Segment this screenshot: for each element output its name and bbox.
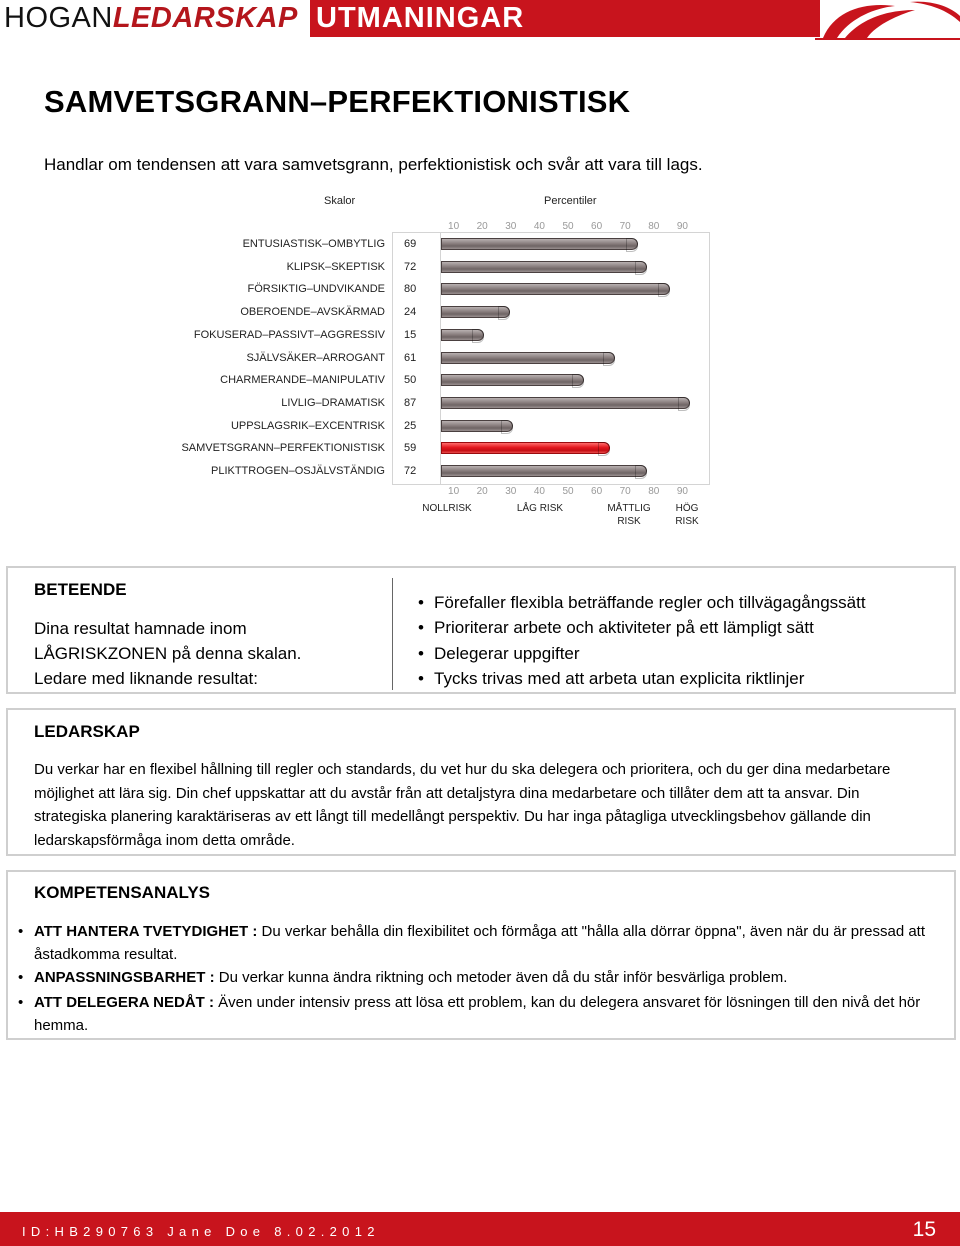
scales-header: Skalor [324, 195, 356, 207]
page-title: SAMVETSGRANN–PERFEKTIONISTISK [44, 84, 631, 119]
list-item [34, 920, 934, 966]
scale-value: 87 [404, 396, 417, 409]
scale-label: SAMVETSGRANN–PERFEKTIONISTISK [181, 442, 385, 455]
tick-label: 50 [562, 486, 574, 497]
tick-label: 60 [591, 221, 603, 232]
behavior-line-3: Ledare med liknande resultat: [34, 669, 258, 688]
scale-label: OBEROENDE–AVSKÄRMAD [240, 306, 385, 319]
page-footer [0, 1212, 960, 1246]
scale-value: 69 [404, 238, 417, 250]
percentile-bar [441, 397, 690, 409]
competence-term: ANPASSNINGSBARHET : [34, 969, 215, 986]
tick-label: 50 [562, 221, 574, 232]
scale-value: 61 [404, 351, 417, 364]
competence-text: Du verkar kunna ändra riktning och metoder även då du står inför besvärliga problem. [214, 969, 788, 986]
scale-label: FÖRSIKTIG–UNDVIKANDE [247, 283, 385, 296]
scale-label: FOKUSERAD–PASSIVT–AGGRESSIV [193, 328, 385, 341]
percentile-bar [441, 238, 638, 250]
competence-text: Även under intensiv press att lösa ett problem, kan du delegera ansvaret för lösningen till den nivå det hör hemma. [34, 994, 921, 1034]
scale-label: LIVLIG–DRAMATISK [281, 396, 385, 409]
leadership-section [6, 708, 956, 856]
tick-label: 10 [448, 221, 460, 232]
zone-label-none: NOLLRISK [422, 503, 472, 514]
page-subtitle: Handlar om tendensen att vara samvetsgrann, perfektionistisk och svår att vara till lags. [44, 155, 703, 174]
leadership-text: Du verkar har en flexibel hållning till regler och standards, du vet hur du ska delegera och prioritera, och du ger dina medarbetare möjlighet att lära sig. Din chef uppskattar att du avstår från att detaljstyra dina medarbetare och tillåter dem att ta ansvar. Din strategiska planering karaktäriseras av ett långt till medellångt perspektiv. Du har inga påtagliga utvecklingsbehov gällande din ledarskapsförmåga inom detta område. [34, 761, 891, 849]
zone-label-high: HÖG RISK [675, 503, 699, 527]
scale-value: 24 [404, 306, 417, 319]
percentile-bar [441, 352, 615, 364]
banner-bar [310, 0, 820, 37]
scale-label: UPPSLAGSRIK–EXCENTRISK [230, 419, 385, 432]
zone-label-moderate: MÅTTLIG RISK [607, 503, 651, 527]
list-item: • Delegerar uppgifter [418, 641, 866, 666]
competence-section [6, 870, 956, 1040]
behavior-divider [392, 578, 393, 690]
brand-bold: LEDARSKAP [112, 2, 298, 34]
list-item: • Prioriterar arbete och aktiviteter på ett lämpligt sätt [418, 615, 866, 640]
brand-plain: HOGAN [4, 2, 113, 34]
scale-label: SJÄLVSÄKER–ARROGANT [246, 351, 385, 364]
leadership-heading: LEDARSKAP [34, 722, 140, 741]
tick-label: 20 [476, 486, 488, 497]
list-item: • Förefaller flexibla beträffande regler och tillvägagångssätt [418, 590, 866, 615]
tick-label: 40 [533, 486, 545, 497]
scale-label: CHARMERANDE–MANIPULATIV [220, 374, 385, 387]
tick-label: 70 [619, 221, 631, 232]
percentile-bar [441, 283, 670, 295]
percentile-bar [441, 306, 510, 318]
percentile-chart [0, 190, 960, 535]
tick-label: 60 [591, 486, 603, 497]
tick-label: 30 [505, 486, 517, 497]
zone-label-low: LÅG RISK [516, 503, 564, 514]
scale-value: 25 [404, 419, 417, 432]
swoosh-logo-icon [815, 0, 960, 40]
list-item [34, 991, 934, 1037]
competence-term: ATT HANTERA TVETYDIGHET : [34, 923, 258, 940]
scale-value: 50 [404, 374, 417, 387]
behavior-heading: BETEENDE [34, 580, 127, 599]
tick-label: 70 [619, 486, 631, 497]
tick-label: 20 [476, 221, 488, 232]
tick-label: 40 [533, 221, 545, 232]
percentile-bar [441, 261, 647, 273]
percentile-bar [441, 329, 484, 341]
banner-title: UTMANINGAR [316, 2, 525, 34]
percentile-bar [441, 420, 513, 432]
list-item [34, 966, 934, 989]
behavior-line-1: Dina resultat hamnade inom [34, 619, 247, 638]
scale-label: ENTUSIASTISK–OMBYTLIG [242, 238, 385, 250]
tick-label: 10 [448, 486, 460, 497]
behavior-line-2: LÅGRISKZONEN på denna skalan. [34, 644, 302, 663]
tick-label: 80 [648, 486, 660, 497]
scale-value: 15 [404, 328, 417, 341]
percentile-bar [441, 465, 647, 477]
behavior-summary [34, 616, 354, 691]
tick-label: 90 [676, 221, 688, 232]
behavior-list [418, 590, 866, 691]
tick-label: 30 [505, 221, 517, 232]
scale-value: 59 [404, 442, 417, 455]
competence-list [34, 920, 934, 1037]
report-id: ID:HB290763 Jane Doe 8.02.2012 [22, 1224, 380, 1239]
behavior-section [6, 566, 956, 694]
scale-value: 72 [404, 465, 417, 477]
page-number: 15 [912, 1218, 936, 1241]
competence-heading: KOMPETENSANALYS [34, 883, 211, 902]
scale-value: 72 [404, 260, 417, 273]
competence-text: Du verkar behålla din flexibilitet och förmåga att "hålla alla dörrar öppna", även när du är pressad att åstadkomma resultat. [34, 923, 926, 963]
scale-label: PLIKTTROGEN–OSJÄLVSTÄNDIG [210, 465, 385, 477]
tick-label: 80 [648, 221, 660, 232]
page-header [0, 0, 960, 38]
list-item: • Tycks trivas med att arbeta utan explicita riktlinjer [418, 666, 866, 691]
tick-label: 90 [676, 486, 688, 497]
scale-value: 80 [404, 283, 417, 296]
brand-logo [4, 2, 298, 34]
percentile-header: Percentiler [544, 195, 597, 207]
scale-label: KLIPSK–SKEPTISK [286, 260, 385, 273]
competence-term: ATT DELEGERA NEDÅT : [34, 994, 214, 1011]
percentile-bar [441, 374, 584, 386]
percentile-bar [441, 442, 610, 454]
